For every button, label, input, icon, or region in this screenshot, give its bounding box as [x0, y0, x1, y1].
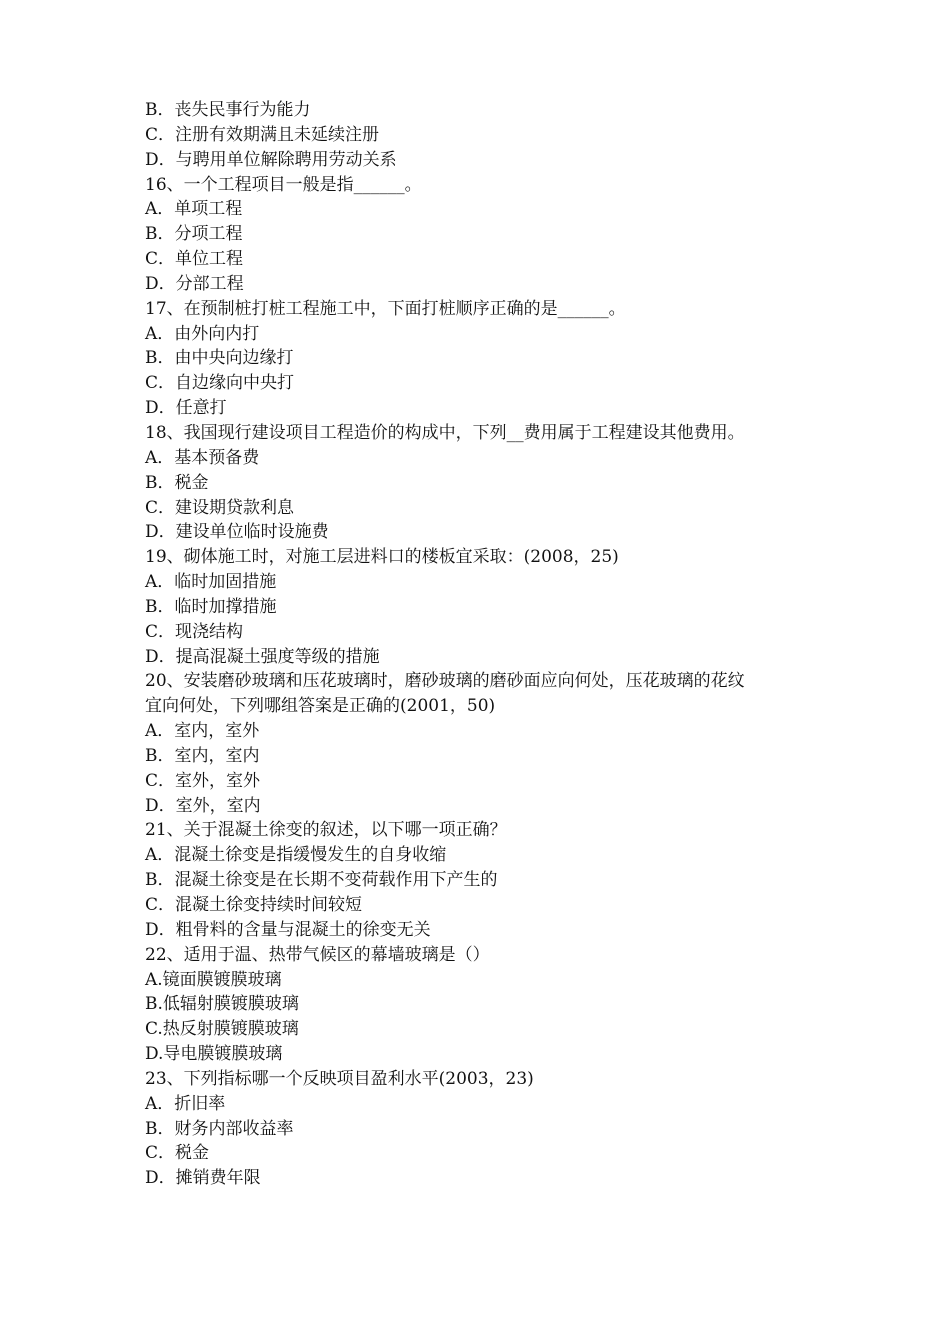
- q23-option-a: A．折旧率: [145, 1093, 226, 1114]
- q15-option-d: D．与聘用单位解除聘用劳动关系: [145, 149, 397, 170]
- q18-option-a: A．基本预备费: [145, 447, 260, 468]
- q20-question-line-1: 20、安装磨砂玻璃和压花玻璃时，磨砂玻璃的磨砂面应向何处，压花玻璃的花纹: [145, 671, 745, 692]
- q16-option-b: B．分项工程: [145, 224, 243, 245]
- q21-question: 21、关于混凝土徐变的叙述，以下哪一项正确？: [145, 820, 507, 841]
- q15-option-b: B．丧失民事行为能力: [145, 100, 311, 120]
- q18-question: 18、我国现行建设项目工程造价的构成中，下列__费用属于工程建设其他费用。: [145, 422, 745, 443]
- q17-question: 17、在预制桩打桩工程施工中，下面打桩顺序正确的是______。: [145, 298, 626, 319]
- q20-option-d: D．室外，室内: [145, 795, 261, 816]
- q17-option-c: C．自边缘向中央打: [145, 373, 295, 394]
- q19-option-d: D．提高混凝土强度等级的措施: [145, 646, 380, 667]
- q23-option-d: D．摊销费年限: [145, 1168, 261, 1189]
- q20-question-line-2: 宜向何处，下列哪组答案是正确的(2001，50): [145, 696, 496, 717]
- q16-option-d: D．分部工程: [145, 273, 244, 294]
- q18-option-c: C．建设期贷款利息: [145, 497, 295, 518]
- q23-option-c: C．税金: [145, 1143, 210, 1164]
- q18-option-b: B．税金: [145, 472, 209, 493]
- q19-question: 19、砌体施工时，对施工层进料口的楼板宜采取：(2008，25): [145, 547, 619, 568]
- q22-option-b: B.低辐射膜镀膜玻璃: [145, 994, 299, 1015]
- q17-option-b: B．由中央向边缘打: [145, 348, 294, 369]
- q17-option-d: D．任意打: [145, 398, 227, 419]
- q22-option-a: A.镜面膜镀膜玻璃: [145, 969, 282, 990]
- q20-option-b: B．室内，室内: [145, 745, 260, 766]
- q23-option-b: B．财务内部收益率: [145, 1118, 294, 1139]
- q20-option-c: C．室外，室外: [145, 770, 261, 791]
- q22-question: 22、适用于温、热带气候区的幕墙玻璃是（）: [145, 944, 490, 965]
- q19-option-b: B．临时加撑措施: [145, 596, 277, 617]
- q21-option-b: B．混凝土徐变是在长期不变荷载作用下产生的: [145, 870, 498, 891]
- q20-option-a: A．室内，室外: [145, 721, 260, 742]
- q22-option-d: D.导电膜镀膜玻璃: [145, 1044, 283, 1065]
- q22-option-c: C.热反射膜镀膜玻璃: [145, 1019, 299, 1040]
- q23-question: 23、下列指标哪一个反映项目盈利水平(2003，23): [145, 1068, 534, 1089]
- q16-option-c: C．单位工程: [145, 249, 244, 270]
- q17-option-a: A．由外向内打: [145, 323, 260, 344]
- q18-option-d: D．建设单位临时设施费: [145, 522, 329, 543]
- q21-option-d: D．粗骨料的含量与混凝土的徐变无关: [145, 919, 431, 940]
- q19-option-c: C．现浇结构: [145, 621, 244, 642]
- q21-option-c: C．混凝土徐变持续时间较短: [145, 895, 363, 915]
- q19-option-a: A．临时加固措施: [145, 572, 277, 593]
- document-page: [145, 98, 825, 1191]
- q16-option-a: A．单项工程: [145, 199, 243, 220]
- q21-option-a: A．混凝土徐变是指缓慢发生的自身收缩: [145, 845, 447, 866]
- q15-option-c: C．注册有效期满且未延续注册: [145, 124, 380, 145]
- q16-question: 16、一个工程项目一般是指______。: [145, 174, 422, 195]
